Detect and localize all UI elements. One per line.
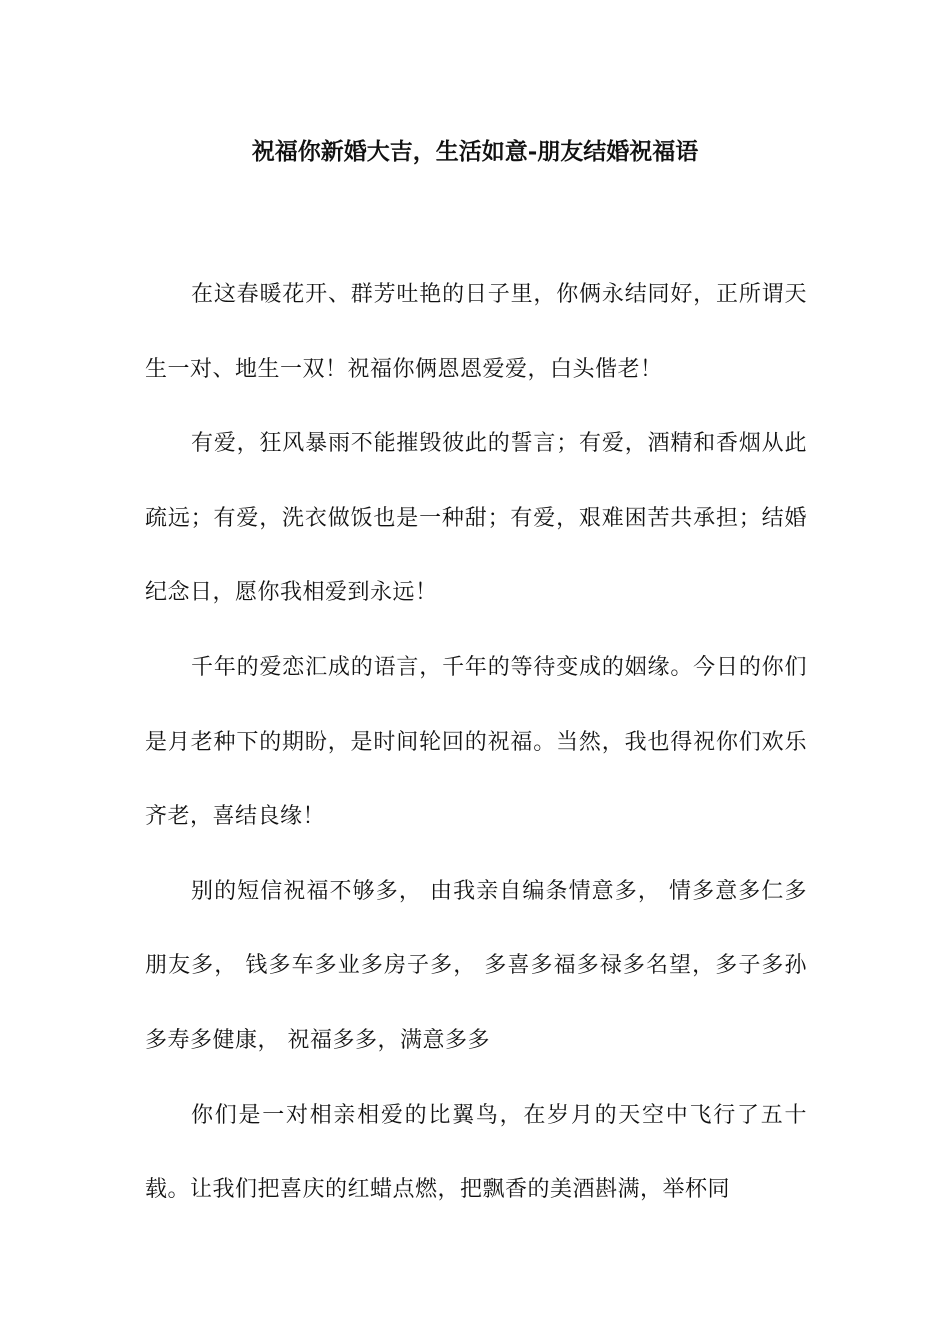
paragraph-4: 别的短信祝福不够多， 由我亲自编条情意多， 情多意多仁多朋友多， 钱多车多业多房子多， 多喜多福多禄多名望，多子多孙多寿多健康， 祝福多多，满意多多: [145, 878, 807, 1053]
document-body: [145, 258, 807, 1228]
paragraph-3: 千年的爱恋汇成的语言，千年的等待变成的姻缘。今日的你们是月老种下的期盼，是时间轮回的祝福。当然，我也得祝你们欢乐齐老，喜结良缘！: [145, 654, 807, 830]
paragraph-5: 你们是一对相亲相爱的比翼鸟，在岁月的天空中飞行了五十载。让我们把喜庆的红蜡点燃，把飘香的美酒斟满，举杯同: [145, 1102, 807, 1203]
paragraph-1: 在这春暖花开、群芳吐艳的日子里，你俩永结同好，正所谓天生一对、地生一双！祝福你俩恩恩爱爱，白头偕老！: [145, 282, 807, 382]
document-title: 祝福你新婚大吉，生活如意-朋友结婚祝福语: [251, 138, 699, 165]
paragraph-2: 有爱，狂风暴雨不能摧毁彼此的誓言；有爱，酒精和香烟从此疏远；有爱，洗衣做饭也是一种甜；有爱，艰难困苦共承担；结婚纪念日，愿你我相爱到永远！: [145, 431, 807, 606]
